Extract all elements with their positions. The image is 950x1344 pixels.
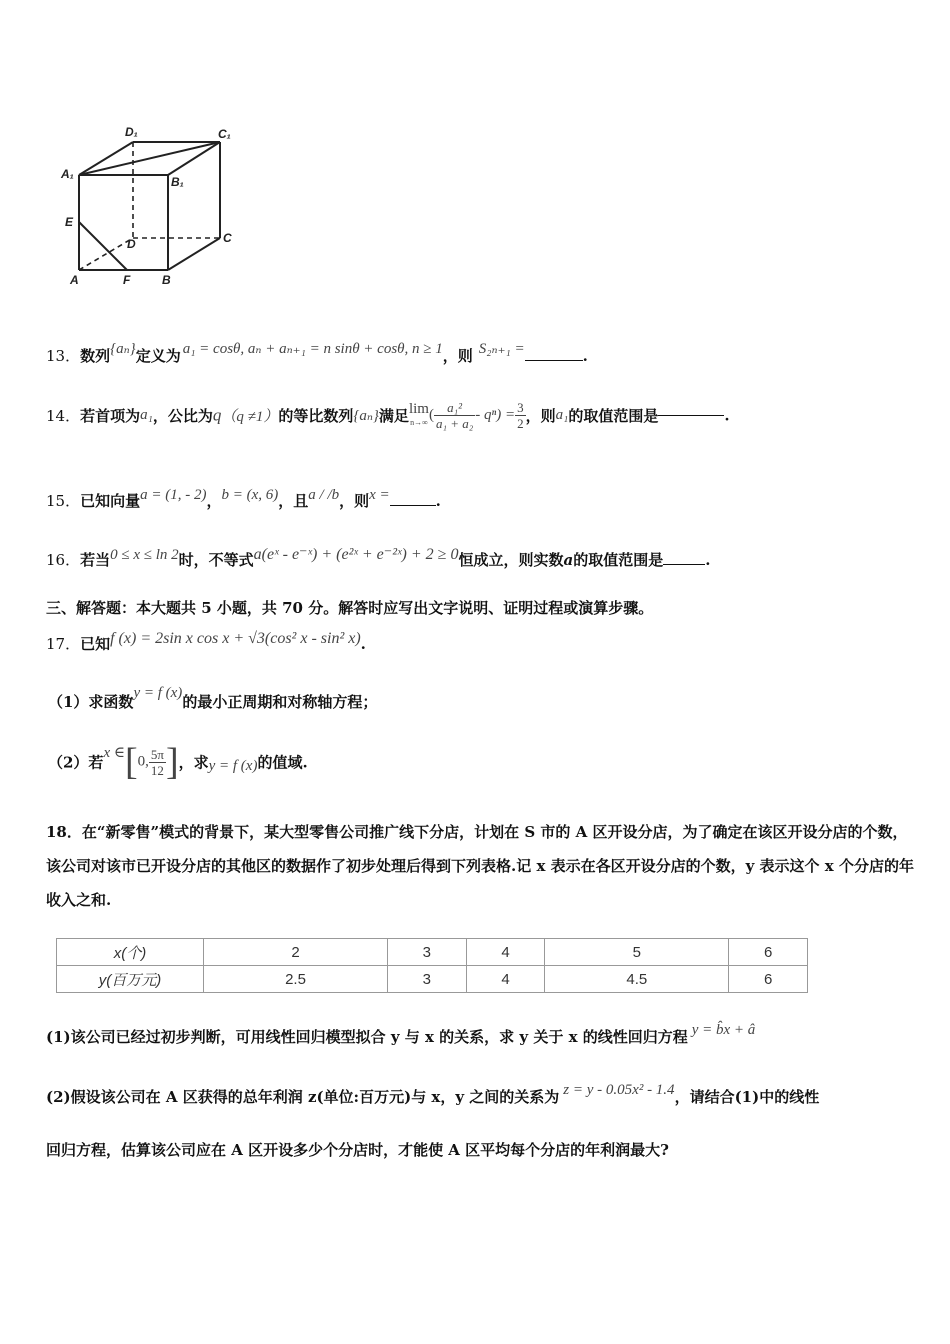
q16-text-3: 恒成立，则实数 [458,551,564,569]
q16-a: a [563,551,574,569]
table-cell: 4 [466,966,545,993]
q15-text-1: 已知向量 [80,492,141,510]
q17-p2-x: x ∈ [103,744,125,761]
label-f: F [123,273,131,287]
q13-answer-blank[interactable] [525,360,583,361]
q14-text-3: 的等比数列 [278,407,354,425]
q18-part-2 [46,1082,820,1107]
q17-p1-function: y = f (x) [133,685,183,701]
q17-p2-fraction [149,747,166,778]
q17-function: f (x) = 2sin x cos x + √3(cos² x - sin² x) [110,630,361,647]
table-cell: 3 [388,939,467,966]
q16-text-2: 时，不等式 [178,551,254,569]
table-header-y: y(百万元) [57,966,204,993]
q14-a1-again: a₁ [555,407,569,423]
q13-sum: S₂ₙ₊₁ = [478,341,525,357]
q14-text-1: 若首项为 [80,407,141,425]
q17-p2-rest: 的值域. [257,753,308,772]
q18-p2-equation: z = y - 0.05x² - 1.4 [563,1082,675,1098]
q14-two: 2 [517,416,524,431]
question-17 [46,630,366,654]
q14-text-6: 的取值范围是 [568,407,659,425]
q15-x: x = [369,487,390,503]
label-b: B [162,273,171,287]
question-14: 14．若首项为a₁，公比为q（q ≠1）的等比数列{aₙ}满足lim n→∞( $\frac{\text{a₁²}}{\text{a₁ + a₂}}$ - qⁿ) = $\frac{3}{2}$ ，则a₁的取值范围是 . [46,400,730,431]
q14-text-2: ，公比为 [152,407,213,425]
question-16 [46,546,711,570]
q14-condition: （q ≠1） [221,409,279,425]
q15-comma: ， [206,492,222,510]
q17-p2-label: （2）若 [48,753,104,772]
table-cell: 3 [388,966,467,993]
q17-p2-text: ，求 [178,753,209,772]
q13-text-2: 定义为 [135,347,181,365]
q17-part-2: （2）若x ∈[0, $\frac{5\pi}{12}$ ]，求y = f (x)的值域. [48,741,308,783]
q13-definition: a₁ = cosθ, aₙ + aₙ₊₁ = n sinθ + cosθ, n ≥ 1 [182,341,443,357]
table-cell: 2.5 [204,966,388,993]
q17-p1-text: 的最小正周期和对称轴方程； [182,693,378,711]
q14-text-4: 满足 [378,407,409,425]
table-cell: 6 [729,966,808,993]
table-row-y [57,966,808,993]
label-d1: D₁ [125,125,138,139]
q18-p2-text-a: (2)假设该公司在 A 区获得的总年利润 z(单位:百万元)与 x，y 之间的关系为 [46,1088,560,1106]
q16-number: 16． [46,551,81,569]
q14-frac-den: a₁ + a₂ [435,416,474,431]
q13-period: . [582,347,588,365]
q14-frac-num: a₁² [434,400,475,416]
q14-minus: - qⁿ) = [475,407,516,423]
q15-number: 15． [46,492,81,510]
q13-sequence: {aₙ} [110,341,136,357]
q16-text-4: 的取值范围是 [573,551,664,569]
q15-parallel: a / /b [308,487,340,503]
q16-period: . [705,551,711,569]
q18-p2-text-b: ，请结合(1)中的线性 [674,1088,820,1106]
q17-p2-interval-start: 0, [137,753,149,770]
q15-vector-a: a = (1, - 2) [140,487,207,503]
q16-inequality: a(eˣ - e⁻ˣ) + (e²ˣ + e⁻²ˣ) + 2 ≥ 0 [253,546,459,563]
label-a: A [70,273,79,287]
q14-lim-text: lim [408,400,429,417]
q16-answer-blank[interactable] [663,564,705,565]
q17-p2-frac-num: 5π [150,746,164,762]
q14-three: 3 [517,400,524,415]
q17-number: 17． [46,635,81,653]
q14-number: 14． [46,407,81,425]
q14-limit [408,400,429,429]
q17-p1-label: （1）求函数 [48,693,134,711]
q15-period: . [435,492,441,510]
label-a1: A₁ [61,167,74,181]
q15-text-2: ，且 [278,492,309,510]
q18-p1-text: (1)该公司已经过初步判断，可用线性回归模型拟合 y 与 x 的关系，求 y 关于 x 的线性回归方程 [46,1028,688,1046]
q17-p2-frac-den: 12 [150,762,164,778]
q14-three-halves [515,400,526,431]
data-table [56,938,808,993]
q14-fraction [434,400,475,431]
q17-p2-function: y = f (x) [208,757,258,774]
question-13 [46,341,588,366]
q18-part-2-continued: 回归方程，估算该公司应在 A 区开设多少个分店时，才能使 A 区平均每个分店的年利润最大? [46,1141,669,1159]
label-c: C [223,231,232,245]
q14-sequence: {aₙ} [353,408,379,424]
q14-lim-sub: n→∞ [410,417,428,427]
label-d: D [127,237,136,251]
label-e: E [65,215,74,229]
section-3-heading: 三、解答题：本大题共 5 小题，共 70 分。解答时应写出文字说明、证明过程或演算步骤。 [46,599,654,617]
question-18-text: 18．在“新零售”模式的背景下，某大型零售公司推广线下分店，计划在 S 市的 A 区开设分店，为了确定在该区开设分店的个数，该公司对该市已开设分店的其他区的数据作了初步处理后得到下列表格.记 x 表示在各区开设分店的个数，y 表示这个 x 个分店的年收入之和. [46,823,914,909]
label-c1: C₁ [218,127,231,141]
question-15 [46,487,441,511]
q13-text-3: ，则 [442,347,473,365]
table-cell: 4 [466,939,545,966]
table-cell: 2 [204,939,388,966]
q14-text-5: ，则 [525,407,556,425]
q14-answer-blank[interactable] [658,415,724,416]
q13-text-1: 数列 [80,347,111,365]
table-row-x [57,939,808,966]
q17-period: . [360,635,366,653]
table-header-x: x(个) [57,939,204,966]
table-cell: 4.5 [545,966,729,993]
q14-a1: a₁ [140,407,153,423]
label-b1: B₁ [171,175,184,189]
cube-figure [55,120,255,295]
q16-range: 0 ≤ x ≤ ln 2 [110,547,179,563]
q18-part-1 [46,1022,756,1047]
q17-part-1 [48,685,378,712]
table-cell: 6 [729,939,808,966]
table-cell: 5 [545,939,729,966]
q17-text-1: 已知 [80,635,111,653]
q13-number: 13． [46,347,81,365]
q14-period: . [724,406,730,425]
q15-text-3: ，则 [339,492,370,510]
q14-q: q [212,405,222,425]
q15-vector-b: b = (x, 6) [221,487,279,503]
q15-answer-blank[interactable] [390,505,436,506]
q16-text-1: 若当 [80,551,111,569]
q18-p1-equation: y = b̂x + â [691,1022,756,1038]
